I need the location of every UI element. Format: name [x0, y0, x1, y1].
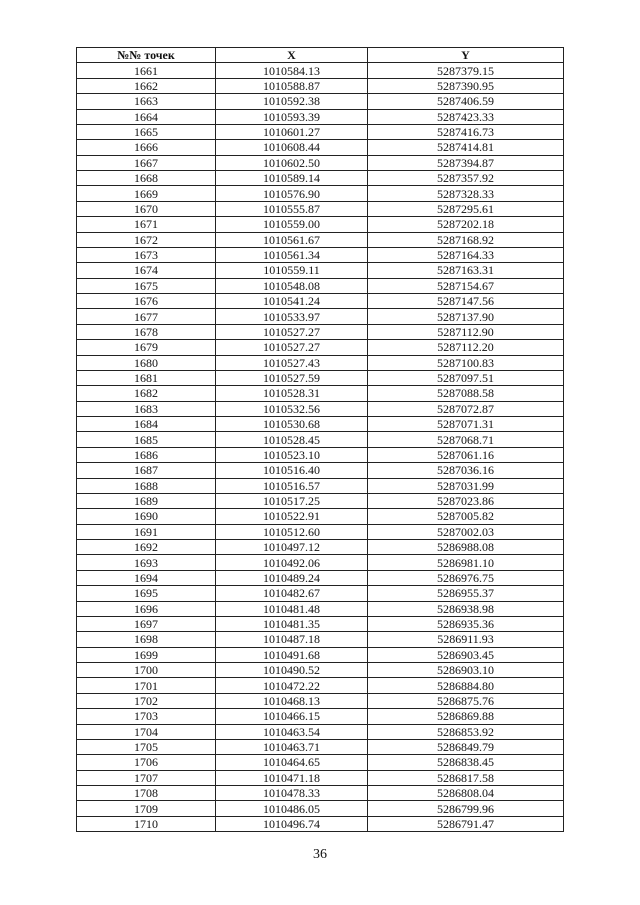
table-row — [77, 309, 564, 324]
cell-y: 5287202.18 — [368, 217, 564, 232]
cell-point-number: 1677 — [77, 309, 216, 324]
table-row — [77, 263, 564, 278]
cell-y: 5287163.31 — [368, 263, 564, 278]
table-row — [77, 63, 564, 78]
cell-y: 5286849.79 — [368, 739, 564, 754]
cell-y: 5287390.95 — [368, 78, 564, 93]
cell-y: 5287168.92 — [368, 232, 564, 247]
table-row — [77, 601, 564, 616]
cell-y: 5287164.33 — [368, 247, 564, 262]
cell-point-number: 1669 — [77, 186, 216, 201]
table-row — [77, 509, 564, 524]
cell-x: 1010496.74 — [216, 816, 368, 831]
cell-y: 5286884.80 — [368, 678, 564, 693]
cell-point-number: 1684 — [77, 417, 216, 432]
cell-y: 5287406.59 — [368, 94, 564, 109]
cell-y: 5286875.76 — [368, 693, 564, 708]
cell-y: 5286869.88 — [368, 709, 564, 724]
cell-y: 5286911.93 — [368, 632, 564, 647]
table-row — [77, 124, 564, 139]
cell-y: 5286853.92 — [368, 724, 564, 739]
table-row — [77, 463, 564, 478]
cell-y: 5287005.82 — [368, 509, 564, 524]
cell-point-number: 1665 — [77, 124, 216, 139]
cell-x: 1010463.71 — [216, 739, 368, 754]
table-row — [77, 724, 564, 739]
cell-y: 5287379.15 — [368, 63, 564, 78]
cell-point-number: 1709 — [77, 801, 216, 816]
table-row — [77, 693, 564, 708]
cell-point-number: 1708 — [77, 786, 216, 801]
cell-y: 5287154.67 — [368, 278, 564, 293]
cell-point-number: 1681 — [77, 370, 216, 385]
cell-point-number: 1670 — [77, 201, 216, 216]
cell-x: 1010486.05 — [216, 801, 368, 816]
cell-x: 1010530.68 — [216, 417, 368, 432]
table-header — [77, 48, 564, 63]
page-number: 36 — [313, 847, 327, 862]
cell-y: 5286799.96 — [368, 801, 564, 816]
table-row — [77, 140, 564, 155]
cell-x: 1010468.13 — [216, 693, 368, 708]
cell-point-number: 1668 — [77, 171, 216, 186]
cell-point-number: 1675 — [77, 278, 216, 293]
cell-x: 1010528.31 — [216, 386, 368, 401]
cell-x: 1010481.35 — [216, 616, 368, 631]
cell-point-number: 1685 — [77, 432, 216, 447]
cell-y: 5286791.47 — [368, 816, 564, 831]
table-row — [77, 632, 564, 647]
cell-x: 1010463.54 — [216, 724, 368, 739]
table-row — [77, 709, 564, 724]
table-row — [77, 155, 564, 170]
table-row — [77, 647, 564, 662]
cell-x: 1010497.12 — [216, 540, 368, 555]
cell-point-number: 1707 — [77, 770, 216, 785]
cell-point-number: 1667 — [77, 155, 216, 170]
cell-point-number: 1700 — [77, 663, 216, 678]
cell-point-number: 1689 — [77, 493, 216, 508]
cell-y: 5286955.37 — [368, 586, 564, 601]
table-row — [77, 770, 564, 785]
cell-point-number: 1683 — [77, 401, 216, 416]
cell-y: 5286903.10 — [368, 663, 564, 678]
cell-y: 5287295.61 — [368, 201, 564, 216]
cell-x: 1010516.57 — [216, 478, 368, 493]
cell-y: 5287112.90 — [368, 324, 564, 339]
cell-point-number: 1672 — [77, 232, 216, 247]
cell-x: 1010491.68 — [216, 647, 368, 662]
table-row — [77, 355, 564, 370]
table-row — [77, 370, 564, 385]
cell-x: 1010487.18 — [216, 632, 368, 647]
cell-y: 5286817.58 — [368, 770, 564, 785]
cell-x: 1010492.06 — [216, 555, 368, 570]
cell-x: 1010516.40 — [216, 463, 368, 478]
table-row — [77, 386, 564, 401]
cell-y: 5287023.86 — [368, 493, 564, 508]
header-point-number: №№ точек — [77, 48, 216, 63]
cell-x: 1010472.22 — [216, 678, 368, 693]
cell-y: 5287061.16 — [368, 447, 564, 462]
header-y: Y — [368, 48, 564, 63]
table-row — [77, 478, 564, 493]
table-row — [77, 786, 564, 801]
table-row — [77, 217, 564, 232]
cell-y: 5286808.04 — [368, 786, 564, 801]
cell-y: 5286981.10 — [368, 555, 564, 570]
cell-y: 5286838.45 — [368, 755, 564, 770]
cell-y: 5287071.31 — [368, 417, 564, 432]
table-row — [77, 109, 564, 124]
cell-point-number: 1710 — [77, 816, 216, 831]
cell-point-number: 1691 — [77, 524, 216, 539]
table-row — [77, 816, 564, 831]
table-row — [77, 171, 564, 186]
cell-y: 5287137.90 — [368, 309, 564, 324]
cell-point-number: 1703 — [77, 709, 216, 724]
coordinates-table — [76, 47, 564, 832]
cell-point-number: 1662 — [77, 78, 216, 93]
cell-x: 1010555.87 — [216, 201, 368, 216]
table-row — [77, 663, 564, 678]
cell-point-number: 1692 — [77, 540, 216, 555]
cell-y: 5286988.08 — [368, 540, 564, 555]
cell-x: 1010588.87 — [216, 78, 368, 93]
table-row — [77, 294, 564, 309]
table-row — [77, 417, 564, 432]
cell-x: 1010512.60 — [216, 524, 368, 539]
cell-point-number: 1687 — [77, 463, 216, 478]
cell-y: 5287423.33 — [368, 109, 564, 124]
cell-x: 1010464.65 — [216, 755, 368, 770]
cell-y: 5286976.75 — [368, 570, 564, 585]
cell-y: 5286935.36 — [368, 616, 564, 631]
table-row — [77, 801, 564, 816]
cell-y: 5287088.58 — [368, 386, 564, 401]
table-row — [77, 324, 564, 339]
table-row — [77, 739, 564, 754]
cell-x: 1010601.27 — [216, 124, 368, 139]
cell-x: 1010592.38 — [216, 94, 368, 109]
cell-x: 1010471.18 — [216, 770, 368, 785]
cell-point-number: 1666 — [77, 140, 216, 155]
cell-x: 1010522.91 — [216, 509, 368, 524]
table-row — [77, 678, 564, 693]
table-row — [77, 78, 564, 93]
table-row — [77, 540, 564, 555]
cell-point-number: 1679 — [77, 340, 216, 355]
cell-y: 5287414.81 — [368, 140, 564, 155]
table-row — [77, 616, 564, 631]
cell-x: 1010528.45 — [216, 432, 368, 447]
table-row — [77, 570, 564, 585]
cell-y: 5287112.20 — [368, 340, 564, 355]
cell-y: 5287328.33 — [368, 186, 564, 201]
cell-point-number: 1680 — [77, 355, 216, 370]
cell-x: 1010527.59 — [216, 370, 368, 385]
cell-point-number: 1704 — [77, 724, 216, 739]
cell-x: 1010559.00 — [216, 217, 368, 232]
cell-y: 5287002.03 — [368, 524, 564, 539]
cell-point-number: 1674 — [77, 263, 216, 278]
cell-x: 1010489.24 — [216, 570, 368, 585]
cell-point-number: 1702 — [77, 693, 216, 708]
cell-point-number: 1706 — [77, 755, 216, 770]
cell-x: 1010584.13 — [216, 63, 368, 78]
cell-x: 1010478.33 — [216, 786, 368, 801]
cell-x: 1010533.97 — [216, 309, 368, 324]
cell-point-number: 1697 — [77, 616, 216, 631]
cell-x: 1010608.44 — [216, 140, 368, 155]
cell-x: 1010466.15 — [216, 709, 368, 724]
table-row — [77, 493, 564, 508]
cell-y: 5287036.16 — [368, 463, 564, 478]
cell-x: 1010527.27 — [216, 324, 368, 339]
cell-point-number: 1688 — [77, 478, 216, 493]
header-x: X — [216, 48, 368, 63]
table-row — [77, 555, 564, 570]
cell-y: 5287394.87 — [368, 155, 564, 170]
cell-y: 5287068.71 — [368, 432, 564, 447]
cell-point-number: 1694 — [77, 570, 216, 585]
table-row — [77, 186, 564, 201]
cell-x: 1010517.25 — [216, 493, 368, 508]
cell-x: 1010589.14 — [216, 171, 368, 186]
table-row — [77, 278, 564, 293]
table-row — [77, 447, 564, 462]
cell-y: 5287147.56 — [368, 294, 564, 309]
cell-x: 1010593.39 — [216, 109, 368, 124]
header-row — [77, 48, 564, 63]
cell-y: 5287072.87 — [368, 401, 564, 416]
cell-point-number: 1678 — [77, 324, 216, 339]
cell-point-number: 1686 — [77, 447, 216, 462]
table-row — [77, 340, 564, 355]
cell-y: 5287097.51 — [368, 370, 564, 385]
table-row — [77, 94, 564, 109]
table-row — [77, 586, 564, 601]
cell-y: 5287416.73 — [368, 124, 564, 139]
cell-x: 1010561.67 — [216, 232, 368, 247]
cell-x: 1010561.34 — [216, 247, 368, 262]
cell-point-number: 1701 — [77, 678, 216, 693]
cell-point-number: 1673 — [77, 247, 216, 262]
cell-x: 1010602.50 — [216, 155, 368, 170]
cell-point-number: 1682 — [77, 386, 216, 401]
cell-point-number: 1699 — [77, 647, 216, 662]
table-row — [77, 201, 564, 216]
cell-point-number: 1664 — [77, 109, 216, 124]
cell-x: 1010481.48 — [216, 601, 368, 616]
cell-point-number: 1676 — [77, 294, 216, 309]
cell-point-number: 1690 — [77, 509, 216, 524]
table-row — [77, 432, 564, 447]
table-row — [77, 524, 564, 539]
cell-y: 5287357.92 — [368, 171, 564, 186]
cell-y: 5286903.45 — [368, 647, 564, 662]
cell-x: 1010523.10 — [216, 447, 368, 462]
cell-x: 1010532.56 — [216, 401, 368, 416]
cell-point-number: 1705 — [77, 739, 216, 754]
cell-x: 1010541.24 — [216, 294, 368, 309]
cell-y: 5287031.99 — [368, 478, 564, 493]
cell-x: 1010527.43 — [216, 355, 368, 370]
cell-y: 5287100.83 — [368, 355, 564, 370]
cell-y: 5286938.98 — [368, 601, 564, 616]
cell-point-number: 1671 — [77, 217, 216, 232]
cell-x: 1010559.11 — [216, 263, 368, 278]
table-row — [77, 401, 564, 416]
cell-point-number: 1696 — [77, 601, 216, 616]
cell-point-number: 1661 — [77, 63, 216, 78]
cell-x: 1010548.08 — [216, 278, 368, 293]
cell-x: 1010576.90 — [216, 186, 368, 201]
cell-x: 1010482.67 — [216, 586, 368, 601]
cell-x: 1010490.52 — [216, 663, 368, 678]
table-body — [77, 63, 564, 832]
table-row — [77, 247, 564, 262]
table-row — [77, 232, 564, 247]
cell-point-number: 1698 — [77, 632, 216, 647]
cell-x: 1010527.27 — [216, 340, 368, 355]
table-row — [77, 755, 564, 770]
cell-point-number: 1695 — [77, 586, 216, 601]
cell-point-number: 1663 — [77, 94, 216, 109]
cell-point-number: 1693 — [77, 555, 216, 570]
